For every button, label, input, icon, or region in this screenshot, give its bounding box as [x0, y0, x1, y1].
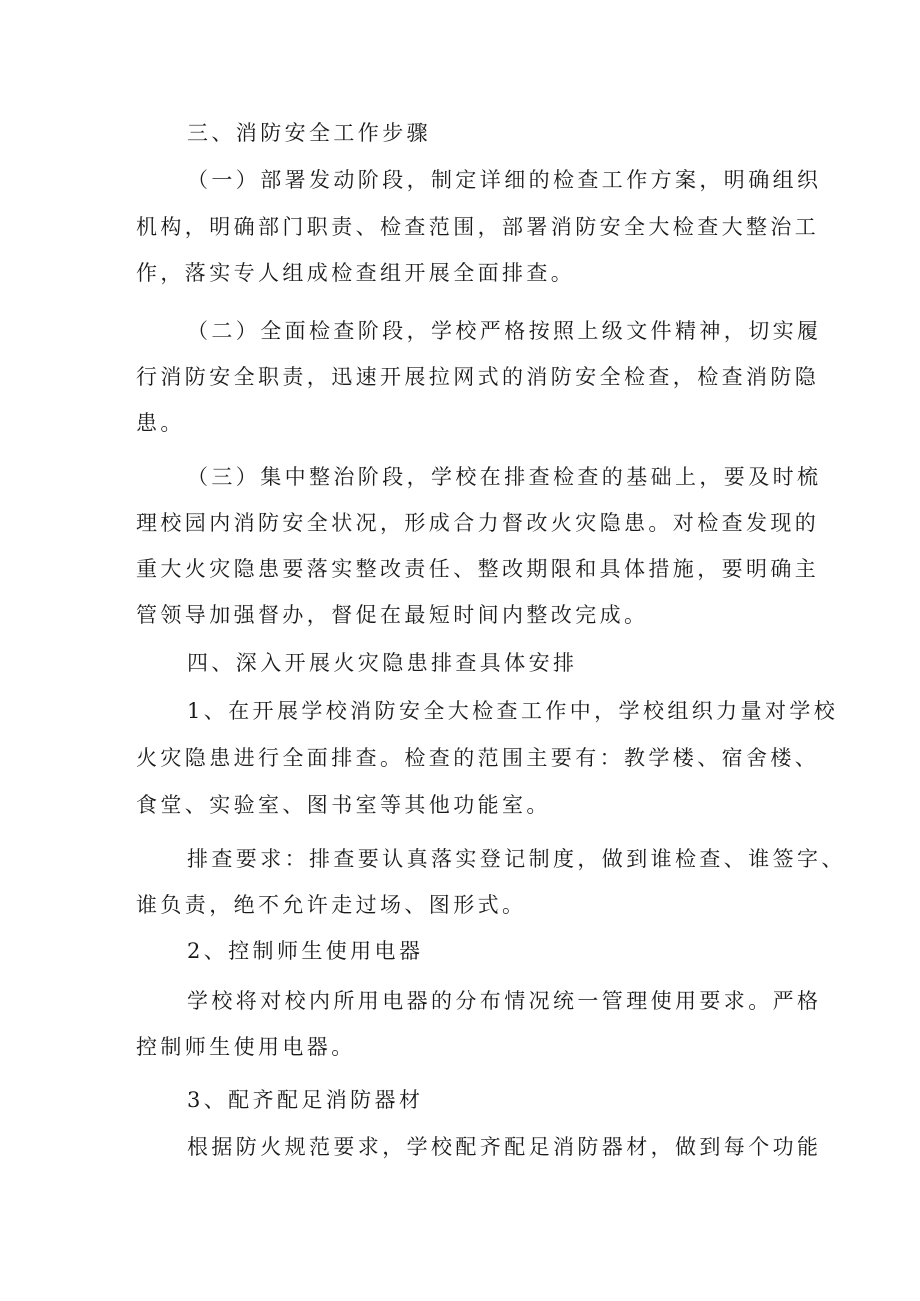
paragraph-line: 排查要求：排查要认真落实登记制度，做到谁检查、谁签字、 — [187, 847, 846, 871]
paragraph-line: 患。 — [136, 411, 185, 435]
section-heading-4: 四、深入开展火灾隐患排查具体安排 — [187, 651, 578, 675]
paragraph-line: 1、在开展学校消防安全大检查工作中，学校组织力量对学校 — [187, 699, 839, 723]
paragraph-line: 理校园内消防安全状况，形成合力督改火灾隐患。对检查发现的 — [136, 511, 820, 535]
paragraph-line: 作，落实专人组成检查组开展全面排查。 — [136, 261, 576, 285]
paragraph-line: 机构，明确部门职责、检查范围，部署消防安全大检查大整治工 — [136, 215, 820, 239]
subheading: 3、配齐配足消防器材 — [187, 1088, 424, 1112]
paragraph-line: 学校将对校内所用电器的分布情况统一管理使用要求。严格 — [187, 989, 822, 1013]
paragraph-line: 谁负责，绝不允许走过场、图形式。 — [136, 893, 527, 917]
paragraph-line: 控制师生使用电器。 — [136, 1035, 356, 1059]
paragraph-line: 根据防火规范要求，学校配齐配足消防器材，做到每个功能 — [187, 1135, 822, 1159]
subheading: 2、控制师生使用电器 — [187, 939, 424, 963]
paragraph-line: （一）部署发动阶段，制定详细的检查工作方案，明确组织 — [187, 168, 822, 192]
paragraph-line: （三）集中整治阶段，学校在排查检查的基础上，要及时梳 — [187, 465, 822, 489]
paragraph-line: 行消防安全职责，迅速开展拉网式的消防安全检查，检查消防隐 — [136, 365, 820, 389]
paragraph-line: （二）全面检查阶段，学校严格按照上级文件精神，切实履 — [187, 319, 822, 343]
paragraph-line: 食堂、实验室、图书室等其他功能室。 — [136, 793, 551, 817]
section-heading-3: 三、消防安全工作步骤 — [187, 121, 431, 145]
paragraph-line: 管领导加强督办，督促在最短时间内整改完成。 — [136, 603, 649, 627]
paragraph-line: 重大火灾隐患要落实整改责任、整改期限和具体措施，要明确主 — [136, 557, 820, 581]
paragraph-line: 火灾隐患进行全面排查。检查的范围主要有：教学楼、宿舍楼、 — [136, 746, 820, 770]
